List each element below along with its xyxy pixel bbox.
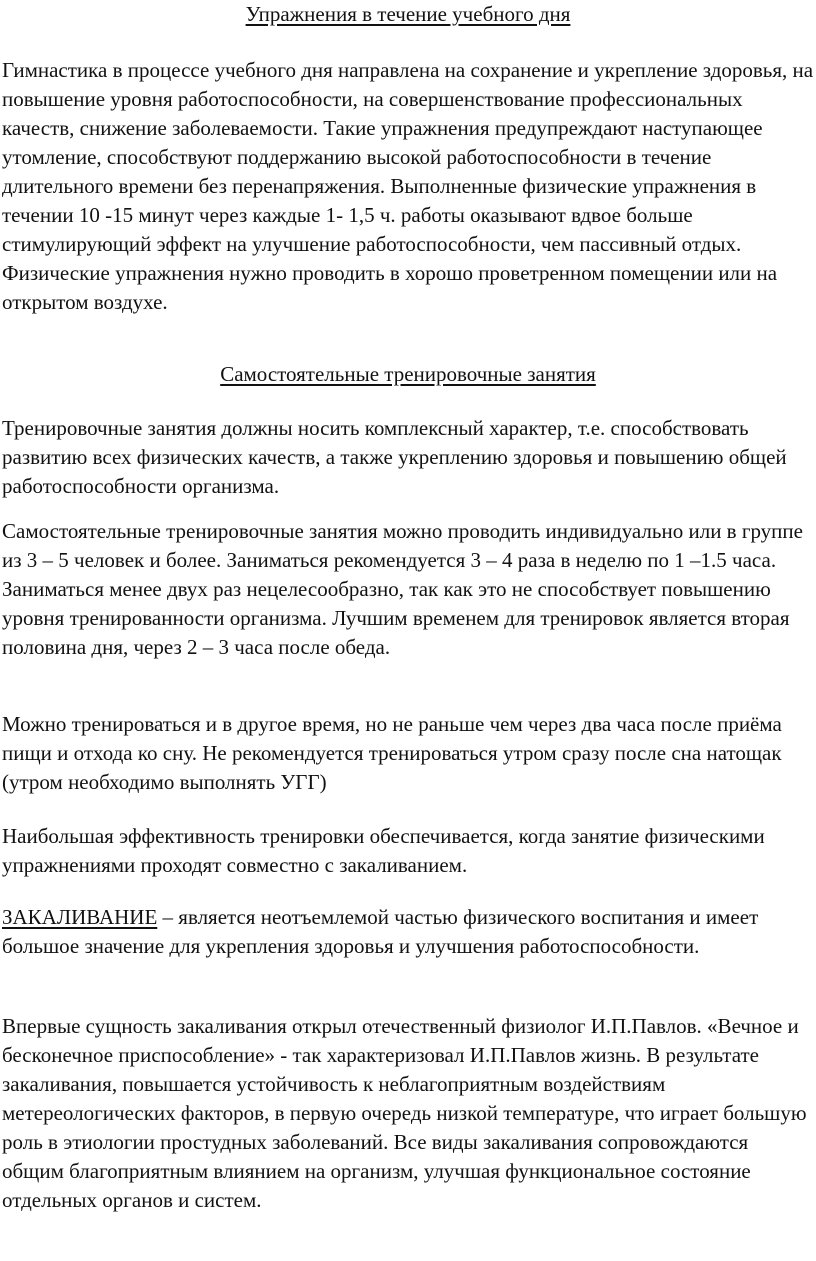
paragraph-gymnastics: Гимнастика в процессе учебного дня направлена на сохранение и укрепление здоровья, на повышение уровня работоспособности, на совершенствование профессиональных качеств, снижение заболеваемости. Такие упражнения предупреждают наступающее утомление, способствуют поддержанию высокой работоспособности в течение длительного времени без перенапряжения. Выполненные физические упражнения в течении 10 -15 минут через каждые 1- 1,5 ч. работы оказывают вдвое больше стимулирующий эффект на улучшение работоспособности, чем пассивный отдых. Физические упражнения нужно проводить в хорошо проветренном помещении или на открытом воздухе. — [2, 58, 814, 314]
heading-exercises-during-school-day: Упражнения в течение учебного дня — [245, 2, 571, 26]
paragraph-training-schedule: Самостоятельные тренировочные занятия можно проводить индивидуально или в группе из 3 – 5 человек и более. Заниматься рекомендуется 3 – 4 раза в неделю по 1 –1.5 часа. Заниматься менее двух раз нецелесообразно, так как это не способствует повышению уровня тренированности организма. Лучшим временем для тренировок является вторая половина дня, через 2 – 3 часа после обеда. — [2, 519, 803, 659]
paragraph-training-complex: Тренировочные занятия должны носить комплексный характер, т.е. способствовать развитию всех физических качеств, а также укреплению здоровья и повышению общей работоспособности организма. — [2, 416, 787, 498]
paragraph-effectiveness: Наибольшая эффективность тренировки обеспечивается, когда занятие физическими упражнениями проходят совместно с закаливанием. — [2, 824, 765, 877]
hardening-term: ЗАКАЛИВАНИЕ — [2, 905, 158, 929]
paragraph-pavlov: Впервые сущность закаливания открыл отечественный физиолог И.П.Павлов. «Вечное и бесконечное приспособление» - так характеризовал И.П.Павлов жизнь. В результате закаливания, повышается устойчивость к неблагоприятным воздействиям метереологических факторов, в первую очередь низкой температуре, что играет большую роль в этиологии простудных заболеваний. Все виды закаливания сопровождаются общим благоприятным влиянием на организм, улучшая функциональное состояние отдельных органов и систем. — [2, 1014, 807, 1212]
heading-independent-training: Самостоятельные тренировочные занятия — [220, 362, 596, 386]
paragraph-training-time: Можно тренироваться и в другое время, но не раньше чем через два часа после приёма пищи и отхода ко сну. Не рекомендуется тренироваться утром сразу после сна натощак (утром необходимо выполнять УГГ) — [2, 712, 782, 794]
paragraph-hardening — [2, 903, 814, 961]
hardening-definition: – является неотъемлемой частью физического воспитания и имеет большое значение для укрепления здоровья и улучшения работоспособности. — [2, 905, 759, 958]
